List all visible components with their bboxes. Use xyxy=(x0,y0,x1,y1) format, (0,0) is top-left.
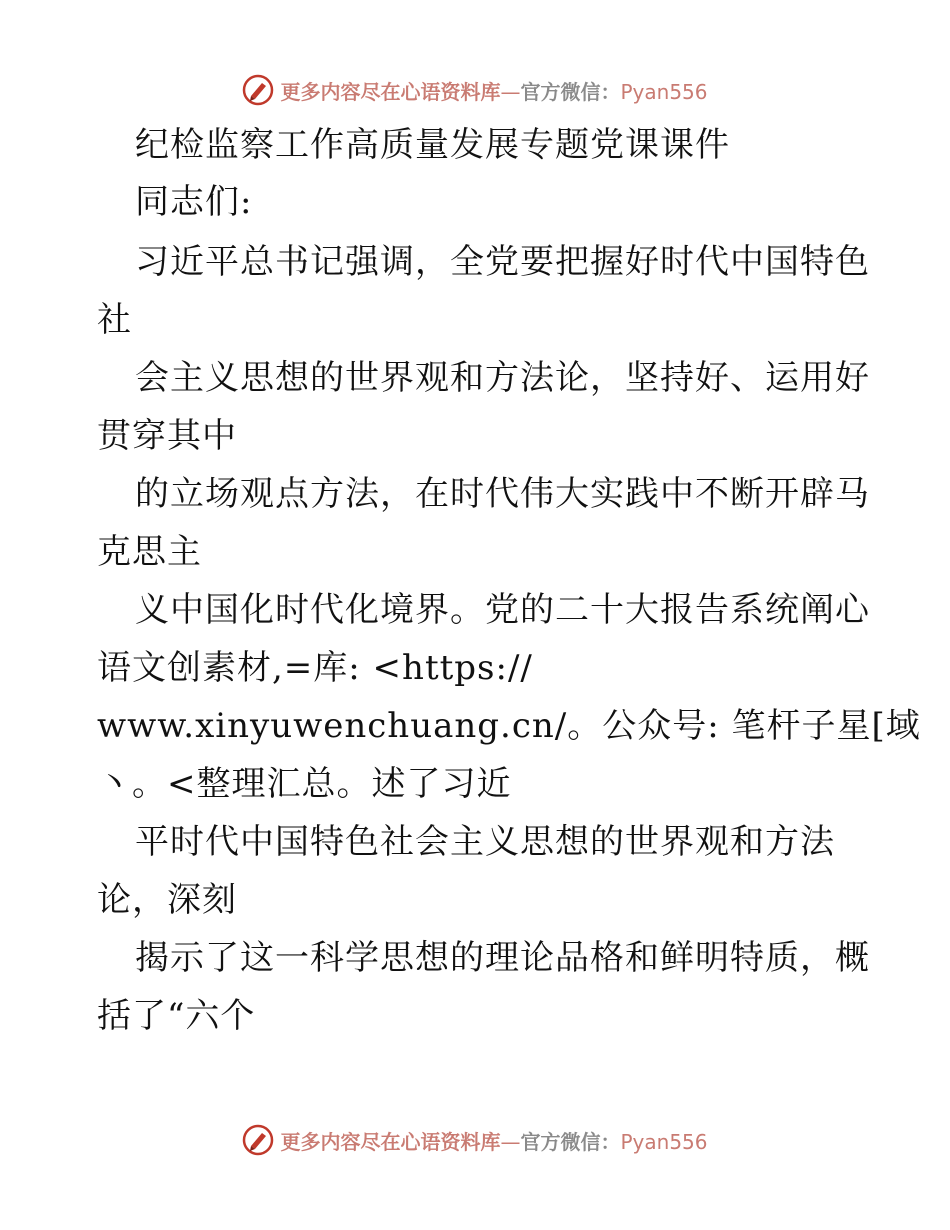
footer-banner-separator: — xyxy=(500,1129,521,1154)
document-title: 纪检监察工作高质量发展专题党课课件 xyxy=(135,125,730,165)
footer-banner-label: 官方微信： xyxy=(520,1129,621,1154)
footer-banner xyxy=(0,1120,950,1160)
paragraph-line: 社 xyxy=(97,300,132,340)
paragraph-line: 揭示了这一科学思想的理论品格和鲜明特质，概 xyxy=(135,938,870,978)
paragraph-line: 论，深刻 xyxy=(97,880,237,920)
footer-banner-text xyxy=(280,1126,707,1155)
footer-banner-handle: Pyan556 xyxy=(620,1129,708,1154)
paragraph-line: 平时代中国特色社会主义思想的世界观和方法 xyxy=(135,822,835,862)
paragraph-line: 的立场观点方法，在时代伟大实践中不断开辟马 xyxy=(135,474,870,514)
paragraph-line: 会主义思想的世界观和方法论，坚持好、运用好 xyxy=(135,358,870,398)
header-banner-handle: Pyan556 xyxy=(620,79,708,104)
paragraph-line: 义中国化时代化境界。党的二十大报告系统阐心 xyxy=(135,590,870,630)
pen-logo-icon xyxy=(242,74,274,106)
paragraph-line: 括了“六个 xyxy=(97,996,256,1036)
paragraph-line: www.xinyuwenchuang.cn/。公众号: 笔杆子星[域 xyxy=(97,706,921,746)
header-banner-main: 更多内容尽在心语资料库 xyxy=(280,79,501,104)
footer-banner-main: 更多内容尽在心语资料库 xyxy=(280,1129,501,1154)
paragraph-line: 克思主 xyxy=(97,532,202,572)
header-banner xyxy=(0,70,950,110)
pen-logo-icon xyxy=(242,1124,274,1156)
paragraph-line: 贯穿其中 xyxy=(97,416,237,456)
salutation: 同志们: xyxy=(135,182,253,222)
paragraph-line: 语文创素材,=库: <https:// xyxy=(97,648,533,688)
header-banner-label: 官方微信： xyxy=(520,79,621,104)
header-banner-separator: — xyxy=(500,79,521,104)
paragraph-line: 丶。<整理汇总。述了习近 xyxy=(97,764,512,804)
paragraph-line: 习近平总书记强调，全党要把握好时代中国特色 xyxy=(135,242,870,282)
header-banner-text xyxy=(280,76,707,105)
